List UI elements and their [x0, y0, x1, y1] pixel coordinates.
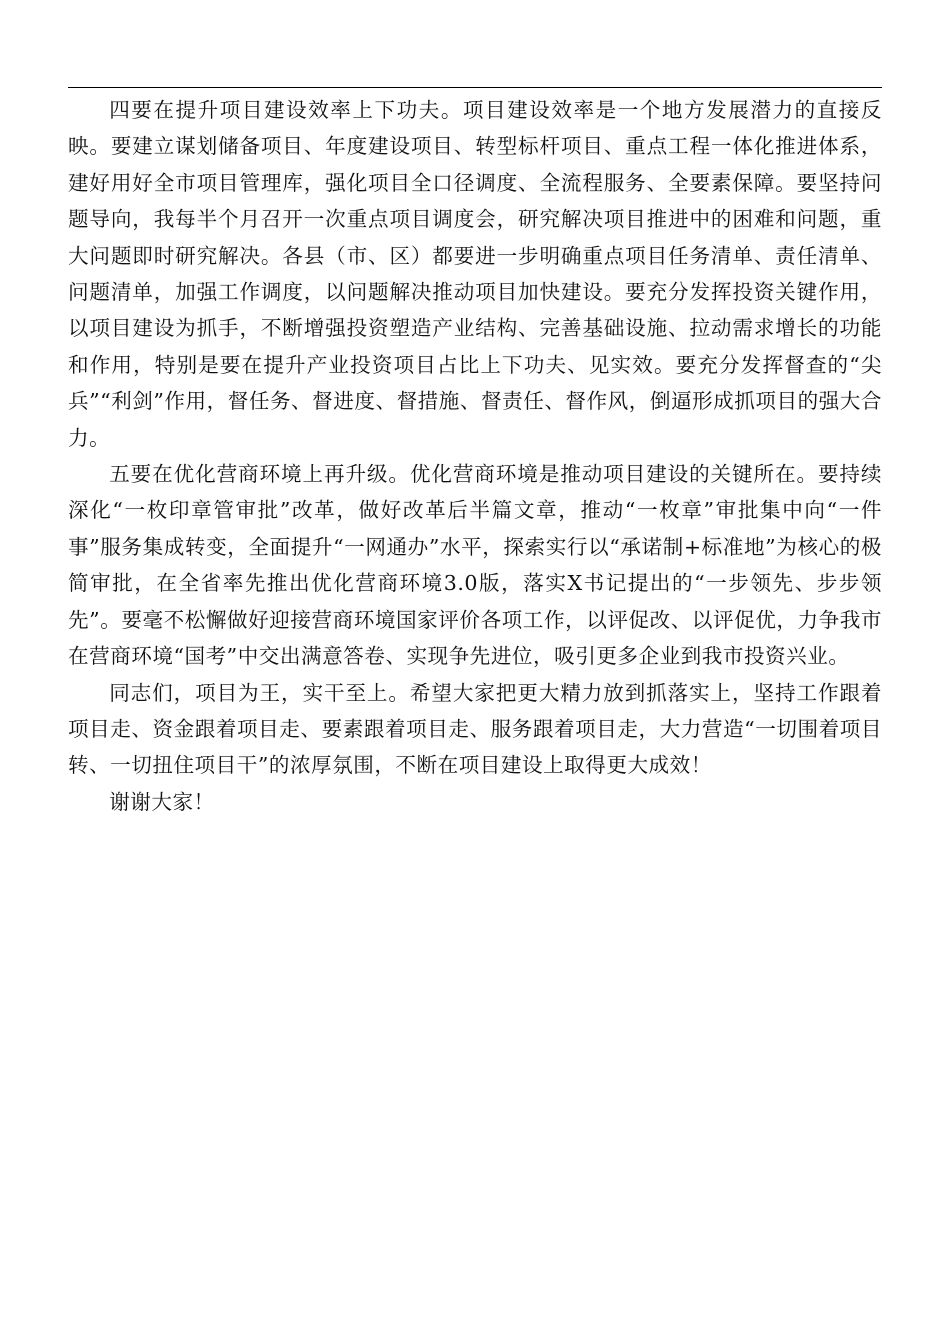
document-body	[68, 92, 882, 820]
paragraph-efficiency: 四要在提升项目建设效率上下功夫。项目建设效率是一个地方发展潜力的直接反映。要建立谋划储备项目、年度建设项目、转型标杆项目、重点工程一体化推进体系，建好用好全市项目管理库，强化项目全口径调度、全流程服务、全要素保障。要坚持问题导向，我每半个月召开一次重点项目调度会，研究解决项目推进中的困难和问题，重大问题即时研究解决。各县（市、区）都要进一步明确重点项目任务清单、责任清单、问题清单，加强工作调度，以问题解决推动项目加快建设。要充分发挥投资关键作用，以项目建设为抓手，不断增强投资塑造产业结构、完善基础设施、拉动需求增长的功能和作用，特别是要在提升产业投资项目占比上下功夫、见实效。要充分发挥督查的“尖兵”“利剑”作用，督任务、督进度、督措施、督责任、督作风，倒逼形成抓项目的强大合力。	[68, 98, 882, 450]
header-rule	[68, 87, 882, 88]
paragraph-business-environment: 五要在优化营商环境上再升级。优化营商环境是推动项目建设的关键所在。要持续深化“一枚印章管审批”改革，做好改革后半篇文章，推动“一枚章”审批集中向“一件事”服务集成转变，全面提升“一网通办”水平，探索实行以“承诺制+标准地”为核心的极简审批，在全省率先推出优化营商环境3.0版，落实X书记提出的“一步领先、步步领先”。要毫不松懈做好迎接营商环境国家评价各项工作，以评促改、以评促优，力争我市在营商环境“国考”中交出满意答卷、实现争先进位，吸引更多企业到我市投资兴业。	[68, 462, 882, 669]
paragraph-thanks: 谢谢大家！	[109, 789, 215, 814]
paragraph-closing: 同志们，项目为王，实干至上。希望大家把更大精力放到抓落实上，坚持工作跟着项目走、资金跟着项目走、要素跟着项目走、服务跟着项目走，大力营造“一切围着项目转、一切扭住项目干”的浓厚氛围，不断在项目建设上取得更大成效！	[68, 680, 882, 778]
